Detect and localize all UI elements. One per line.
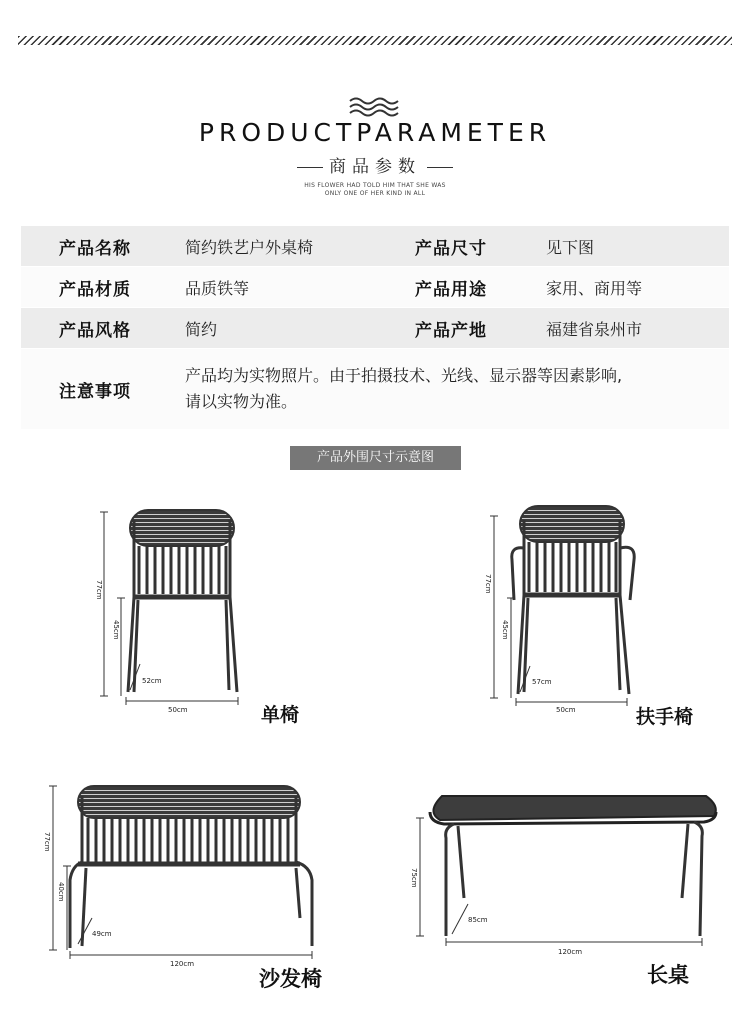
- param-label: 产品尺寸: [415, 226, 546, 266]
- sofa-bench-drawing: [70, 786, 312, 948]
- sofa-bench-depth-label: 49cm: [92, 930, 112, 938]
- long-table-caption: 长桌: [647, 963, 689, 987]
- page-subtitle: 商品参数: [0, 152, 750, 177]
- single-chair-seat-height-label: 45cm: [112, 620, 120, 640]
- param-label: 产品用途: [415, 267, 546, 307]
- armchair-drawing: [512, 506, 634, 694]
- single-chair-drawing: [128, 510, 237, 692]
- long-table-drawing: [430, 796, 716, 936]
- long-table-depth-label: 85cm: [468, 916, 488, 924]
- long-table-height-label: 75cm: [410, 868, 418, 888]
- param-value: 见下图: [546, 226, 729, 266]
- param-label: 产品名称: [21, 226, 185, 266]
- armchair-height-label: 77cm: [484, 574, 492, 594]
- single-chair-width-label: 50cm: [168, 706, 188, 714]
- param-value: 简约: [185, 308, 415, 348]
- dimension-diagram-banner: 产品外围尺寸示意图: [290, 446, 461, 470]
- armchair-depth-label: 57cm: [532, 678, 552, 686]
- page-title: PRODUCTPARAMETER: [198, 118, 552, 147]
- param-value: 简约铁艺户外桌椅: [185, 226, 415, 266]
- param-value: 品质铁等: [185, 267, 415, 307]
- note-line-2: 请以实物为准。: [185, 392, 298, 411]
- sofa-bench-caption: 沙发椅: [259, 967, 322, 991]
- sofa-bench-width-label: 120cm: [170, 960, 195, 968]
- armchair-dimensions: [490, 516, 627, 706]
- armchair-width-label: 50cm: [556, 706, 576, 714]
- long-table-width-label: 120cm: [558, 948, 583, 956]
- param-label: 产品材质: [21, 267, 185, 307]
- param-label: 产品产地: [415, 308, 546, 348]
- param-label: 注意事项: [21, 349, 185, 429]
- tagline-line-2: ONLY ONE OF HER KIND IN ALL: [324, 190, 426, 197]
- sofa-bench-seat-height-label: 40cm: [57, 882, 65, 902]
- param-label: 产品风格: [21, 308, 185, 348]
- single-chair-caption: 单椅: [261, 704, 300, 726]
- note-line-1: 产品均为实物照片。由于拍摄技术、光线、显示器等因素影响,: [185, 366, 623, 385]
- armchair-seat-height-label: 45cm: [501, 620, 509, 640]
- param-value: 家用、商用等: [546, 267, 729, 307]
- single-chair-height-label: 77cm: [95, 580, 103, 600]
- param-value: 福建省泉州市: [546, 308, 729, 348]
- sofa-bench-height-label: 77cm: [43, 832, 51, 852]
- tagline-line-1: HIS FLOWER HAD TOLD HIM THAT SHE WAS: [304, 182, 446, 189]
- armchair-caption: 扶手椅: [636, 706, 694, 728]
- single-chair-depth-label: 52cm: [142, 677, 162, 685]
